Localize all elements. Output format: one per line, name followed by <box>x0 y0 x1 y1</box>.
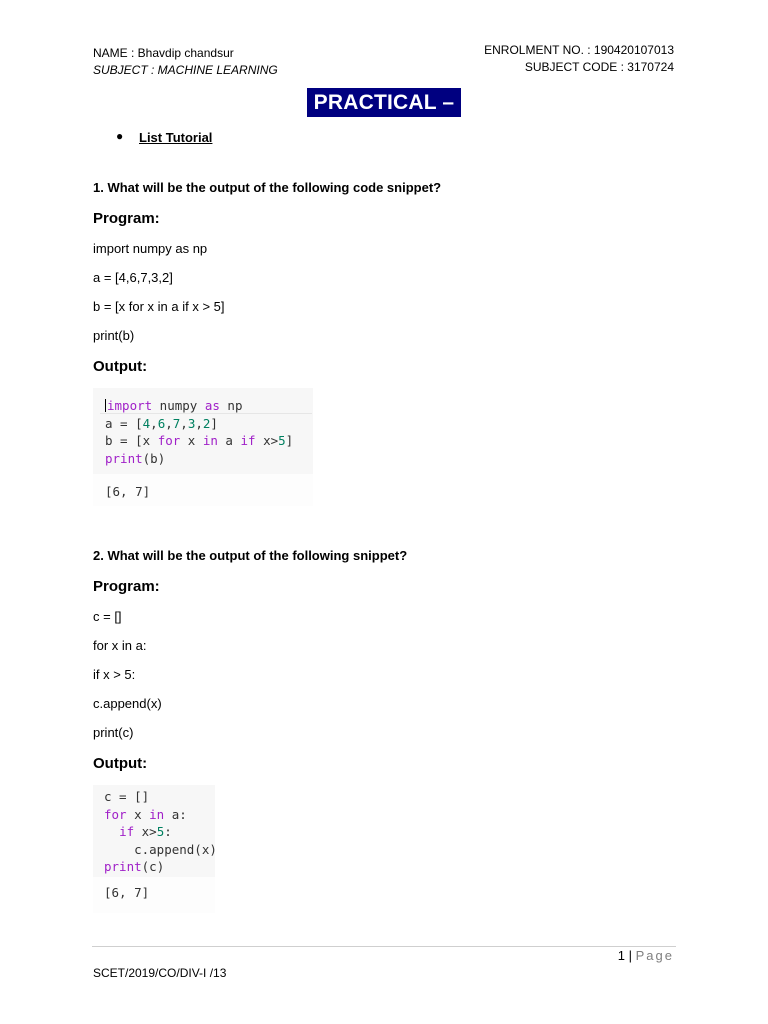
enrolment-number: ENROLMENT NO. : 190420107013 <box>484 43 674 57</box>
program-2-line: for x in a: <box>93 638 147 653</box>
section-heading: List Tutorial <box>139 130 213 145</box>
page-title: PRACTICAL – 1 <box>307 88 461 117</box>
footer-reference: SCET/2019/CO/DIV-I /13 <box>93 966 227 980</box>
footer-divider <box>92 946 676 947</box>
page-word: Page <box>635 948 674 963</box>
output-heading-2: Output: <box>93 755 148 772</box>
question-1: 1. What will be the output of the following code snippet? <box>93 180 442 195</box>
program-1-line: b = [x for x in a if x > 5] <box>93 299 225 314</box>
output-2: [6, 7] <box>104 885 150 900</box>
subject-name: SUBJECT : MACHINE LEARNING <box>93 63 278 77</box>
subject-code: SUBJECT CODE : 3170724 <box>524 60 674 74</box>
code-cell-1: import numpy as np a = [4,6,7,3,2] b = [x for x in a if x>5] print(b) <box>105 398 294 466</box>
output-heading-1: Output: <box>93 358 148 375</box>
program-2-line: c = [] <box>93 609 122 624</box>
program-1-line: print(b) <box>93 328 135 343</box>
output-1: [6, 7] <box>105 484 151 499</box>
program-2-line: c.append(x) <box>93 696 162 711</box>
page-separator: | <box>628 948 632 963</box>
program-heading-1: Program: <box>93 210 160 227</box>
text-cursor <box>105 399 106 412</box>
page-number: 1 <box>617 948 625 963</box>
program-heading-2: Program: <box>93 578 160 595</box>
program-2-line: print(c) <box>93 725 134 740</box>
page-indicator <box>618 948 674 963</box>
program-2-line: if x > 5: <box>93 667 136 682</box>
student-name: NAME : Bhavdip chandsur <box>93 46 234 60</box>
bullet-icon: ● <box>116 129 124 143</box>
code-cell-2: c = [] for x in a: if x>5: c.append(x) print(c) <box>104 789 217 874</box>
program-1-line: a = [4,6,7,3,2] <box>93 270 173 285</box>
program-1-line: import numpy as np <box>93 241 208 256</box>
question-2: 2. What will be the output of the following snippet? <box>93 548 408 563</box>
